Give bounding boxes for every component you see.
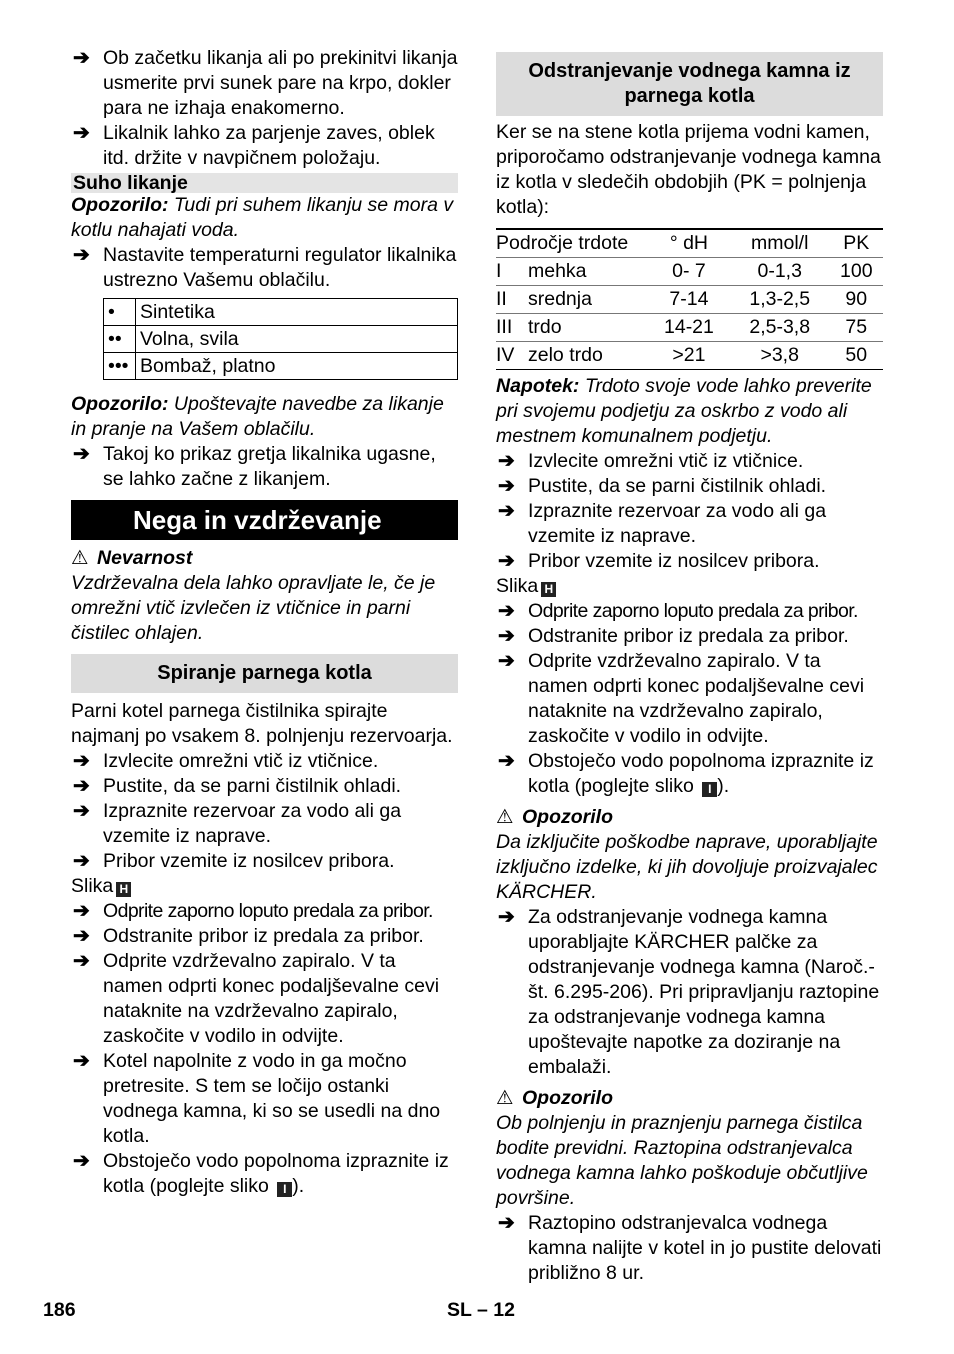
caution-text: Da izključite poškodbe naprave, uporabljajte izključno izdelke, ki jih dovoljuje proizvajalec KÄRCHER.: [496, 831, 878, 903]
arrow-icon: ➔: [73, 122, 90, 144]
arrow-icon: ➔: [73, 925, 90, 947]
language-page-label: SL – 12: [447, 1299, 515, 1321]
list-item: ➔ Takoj ko prikaz gretja likalnika ugasne, se lahko začne z likanjem.: [73, 443, 436, 490]
table-row: I mehka 0- 7 0-1,3 100: [496, 258, 883, 286]
table-row: •• Volna, svila: [104, 326, 458, 353]
arrow-icon: ➔: [498, 475, 515, 497]
arrow-icon: ➔: [73, 800, 90, 822]
right-column: [496, 52, 883, 1286]
table-row: III trdo 14-21 2,5-3,8 75: [496, 314, 883, 342]
list-item: ➔ Pustite, da se parni čistilnik ohladi.: [498, 475, 827, 497]
arrow-icon: ➔: [73, 900, 90, 922]
arrow-icon: ➔: [498, 550, 515, 572]
arrow-icon: ➔: [498, 1212, 515, 1234]
table-row: IV zelo trdo >21 >3,8 50: [496, 342, 883, 370]
danger-title: ⚠ Nevarnost: [71, 547, 193, 569]
arrow-icon: ➔: [498, 450, 515, 472]
list-item: ➔ Obstoječo vodo popolnoma izpraznite iz kotla (poglejte sliko I ).: [73, 1150, 449, 1197]
list-item: ➔ Pribor vzemite iz nosilcev pribora.: [73, 850, 395, 872]
column-header: ° dH: [648, 229, 730, 258]
figure-badge: H: [541, 582, 556, 597]
list-item: ➔ Izpraznite rezervoar za vodo ali ga vzemite iz naprave.: [73, 800, 402, 847]
arrow-icon: ➔: [73, 750, 90, 772]
warning-icon: ⚠: [71, 547, 89, 569]
section-heading-rinse: Spiranje parnega kotla: [71, 654, 458, 693]
arrow-icon: ➔: [73, 1050, 90, 1072]
dot-symbol: •: [104, 299, 136, 326]
arrow-icon: ➔: [73, 1150, 90, 1172]
arrow-icon: ➔: [498, 750, 515, 772]
list-item: ➔ Izvlecite omrežni vtič iz vtičnice.: [73, 750, 379, 772]
list-item: ➔ Za odstranjevanje vodnega kamna uporabljajte KÄRCHER palčke za odstranjevanje vodnega kamna (Naroč.-št. 6.295-206). Pri pripravljanju raztopine za odstranjevanje vodnega kamna upoštevajte napotke za doziranje na embalaži.: [498, 906, 880, 1078]
list-item: ➔ Obstoječo vodo popolnoma izpraznite iz kotla (poglejte sliko I ).: [498, 750, 874, 797]
figure-reference: Slika H: [71, 874, 458, 899]
list-item: ➔ Likalnik lahko za parjenje zaves, oblek itd. držite v navpičnem položaju.: [73, 122, 435, 169]
list-item: ➔ Pustite, da se parni čistilnik ohladi.: [73, 775, 402, 797]
table-row: II srednja 7-14 1,3-2,5 90: [496, 286, 883, 314]
figure-reference: Slika H: [496, 574, 883, 599]
list-item: ➔ Izvlecite omrežni vtič iz vtičnice.: [498, 450, 804, 472]
warning-icon: ⚠: [496, 1087, 514, 1109]
arrow-icon: ➔: [73, 244, 90, 266]
temperature-table-wrap: [71, 298, 458, 380]
arrow-icon: ➔: [498, 600, 515, 622]
paragraph: Parni kotel parnega čistilnika spirajte najmanj po vsakem 8. polnjenju rezervoarja.: [71, 700, 453, 747]
figure-badge: H: [116, 882, 131, 897]
water-hardness-table: [496, 228, 883, 370]
list-item: ➔ Odstranite pribor iz predala za pribor.: [498, 625, 849, 647]
section-heading-decalcify: Odstranjevanje vodnega kamna iz parnega kotla: [496, 52, 883, 116]
temperature-table: [103, 298, 458, 380]
arrow-icon: ➔: [73, 47, 90, 69]
table-header-row: [496, 229, 883, 258]
list-item: ➔ Raztopino odstranjevalca vodnega kamna nalijte v kotel in jo pustite delovati približno 8 ur.: [498, 1212, 882, 1284]
main-heading-care: Nega in vzdrževanje: [71, 500, 458, 540]
column-header: mmol/l: [730, 229, 830, 258]
list-item: ➔ Nastavite temperaturni regulator likalnika ustrezno Vašemu oblačilu.: [73, 244, 457, 291]
column-header: Področje trdote: [496, 229, 648, 258]
figure-badge: I: [702, 782, 717, 797]
arrow-icon: ➔: [73, 850, 90, 872]
note: Opozorilo: Upoštevajte navedbe za likanje in pranje na Vašem oblačilu.: [71, 393, 444, 440]
tip-note: Napotek: Trdoto svoje vode lahko preverite pri svojemu podjetju za oskrbo z vodo ali mestnem komunalnem podjetju.: [496, 375, 872, 447]
arrow-icon: ➔: [73, 775, 90, 797]
table-row: • Sintetika: [104, 299, 458, 326]
column-header: PK: [830, 229, 883, 258]
arrow-icon: ➔: [73, 950, 90, 972]
list-item: ➔ Izpraznite rezervoar za vodo ali ga vzemite iz naprave.: [498, 500, 827, 547]
caution-title: ⚠ Opozorilo: [496, 806, 613, 828]
dot-symbol: ••: [104, 326, 136, 353]
warning-icon: ⚠: [496, 806, 514, 828]
section-heading-dry-ironing: Suho likanje: [71, 173, 458, 193]
caution-title: ⚠ Opozorilo: [496, 1087, 613, 1109]
page-number: 186: [43, 1299, 76, 1321]
list-item: ➔ Kotel napolnite z vodo in ga močno pretresite. S tem se ločijo ostanki vodnega kamna, ki so se usedli na dno kotla.: [73, 1050, 441, 1147]
arrow-icon: ➔: [498, 650, 515, 672]
note: Opozorilo: Tudi pri suhem likanju se mora v kotlu nahajati voda.: [71, 194, 454, 241]
figure-badge: I: [277, 1182, 292, 1197]
danger-text: Vzdrževalna dela lahko opravljate le, če je omrežni vtič izvlečen iz vtičnice in parni čistilec ohlajen.: [71, 572, 436, 644]
arrow-icon: ➔: [498, 500, 515, 522]
list-item: ➔ Ob začetku likanja ali po prekinitvi likanja usmerite prvi sunek pare na krpo, dokler para ne izhaja enakomerno.: [73, 47, 458, 119]
list-item: ➔ Odprite zaporno loputo predala za pribor.: [73, 900, 433, 922]
list-item: ➔ Odprite vzdrževalno zapiralo. V ta namen odprti konec podaljševalne cevi nataknite na vzdrževalno zapiralo, zaskočite v vodilo in odvijte.: [498, 650, 865, 747]
dot-symbol: •••: [104, 353, 136, 380]
arrow-icon: ➔: [73, 443, 90, 465]
left-column: [71, 46, 458, 1199]
arrow-icon: ➔: [498, 906, 515, 928]
paragraph: Ker se na stene kotla prijema vodni kamen, priporočamo odstranjevanje vodnega kamna iz kotla v sledečih obdobjih (PK = polnjenja kotla):: [496, 121, 881, 218]
list-item: ➔ Odprite zaporno loputo predala za pribor.: [498, 600, 858, 622]
caution-text: Ob polnjenju in praznjenju parnega čistilca bodite previdni. Raztopina odstranjevalca vodnega kamna lahko poškoduje občutljive površine.: [496, 1112, 868, 1209]
list-item: ➔ Odprite vzdrževalno zapiralo. V ta namen odprti konec podaljševalne cevi nataknite na vzdrževalno zapiralo, zaskočite v vodilo in odvijte.: [73, 950, 440, 1047]
list-item: ➔ Odstranite pribor iz predala za pribor.: [73, 925, 424, 947]
table-row: ••• Bombaž, platno: [104, 353, 458, 380]
list-item: ➔ Pribor vzemite iz nosilcev pribora.: [498, 550, 820, 572]
arrow-icon: ➔: [498, 625, 515, 647]
